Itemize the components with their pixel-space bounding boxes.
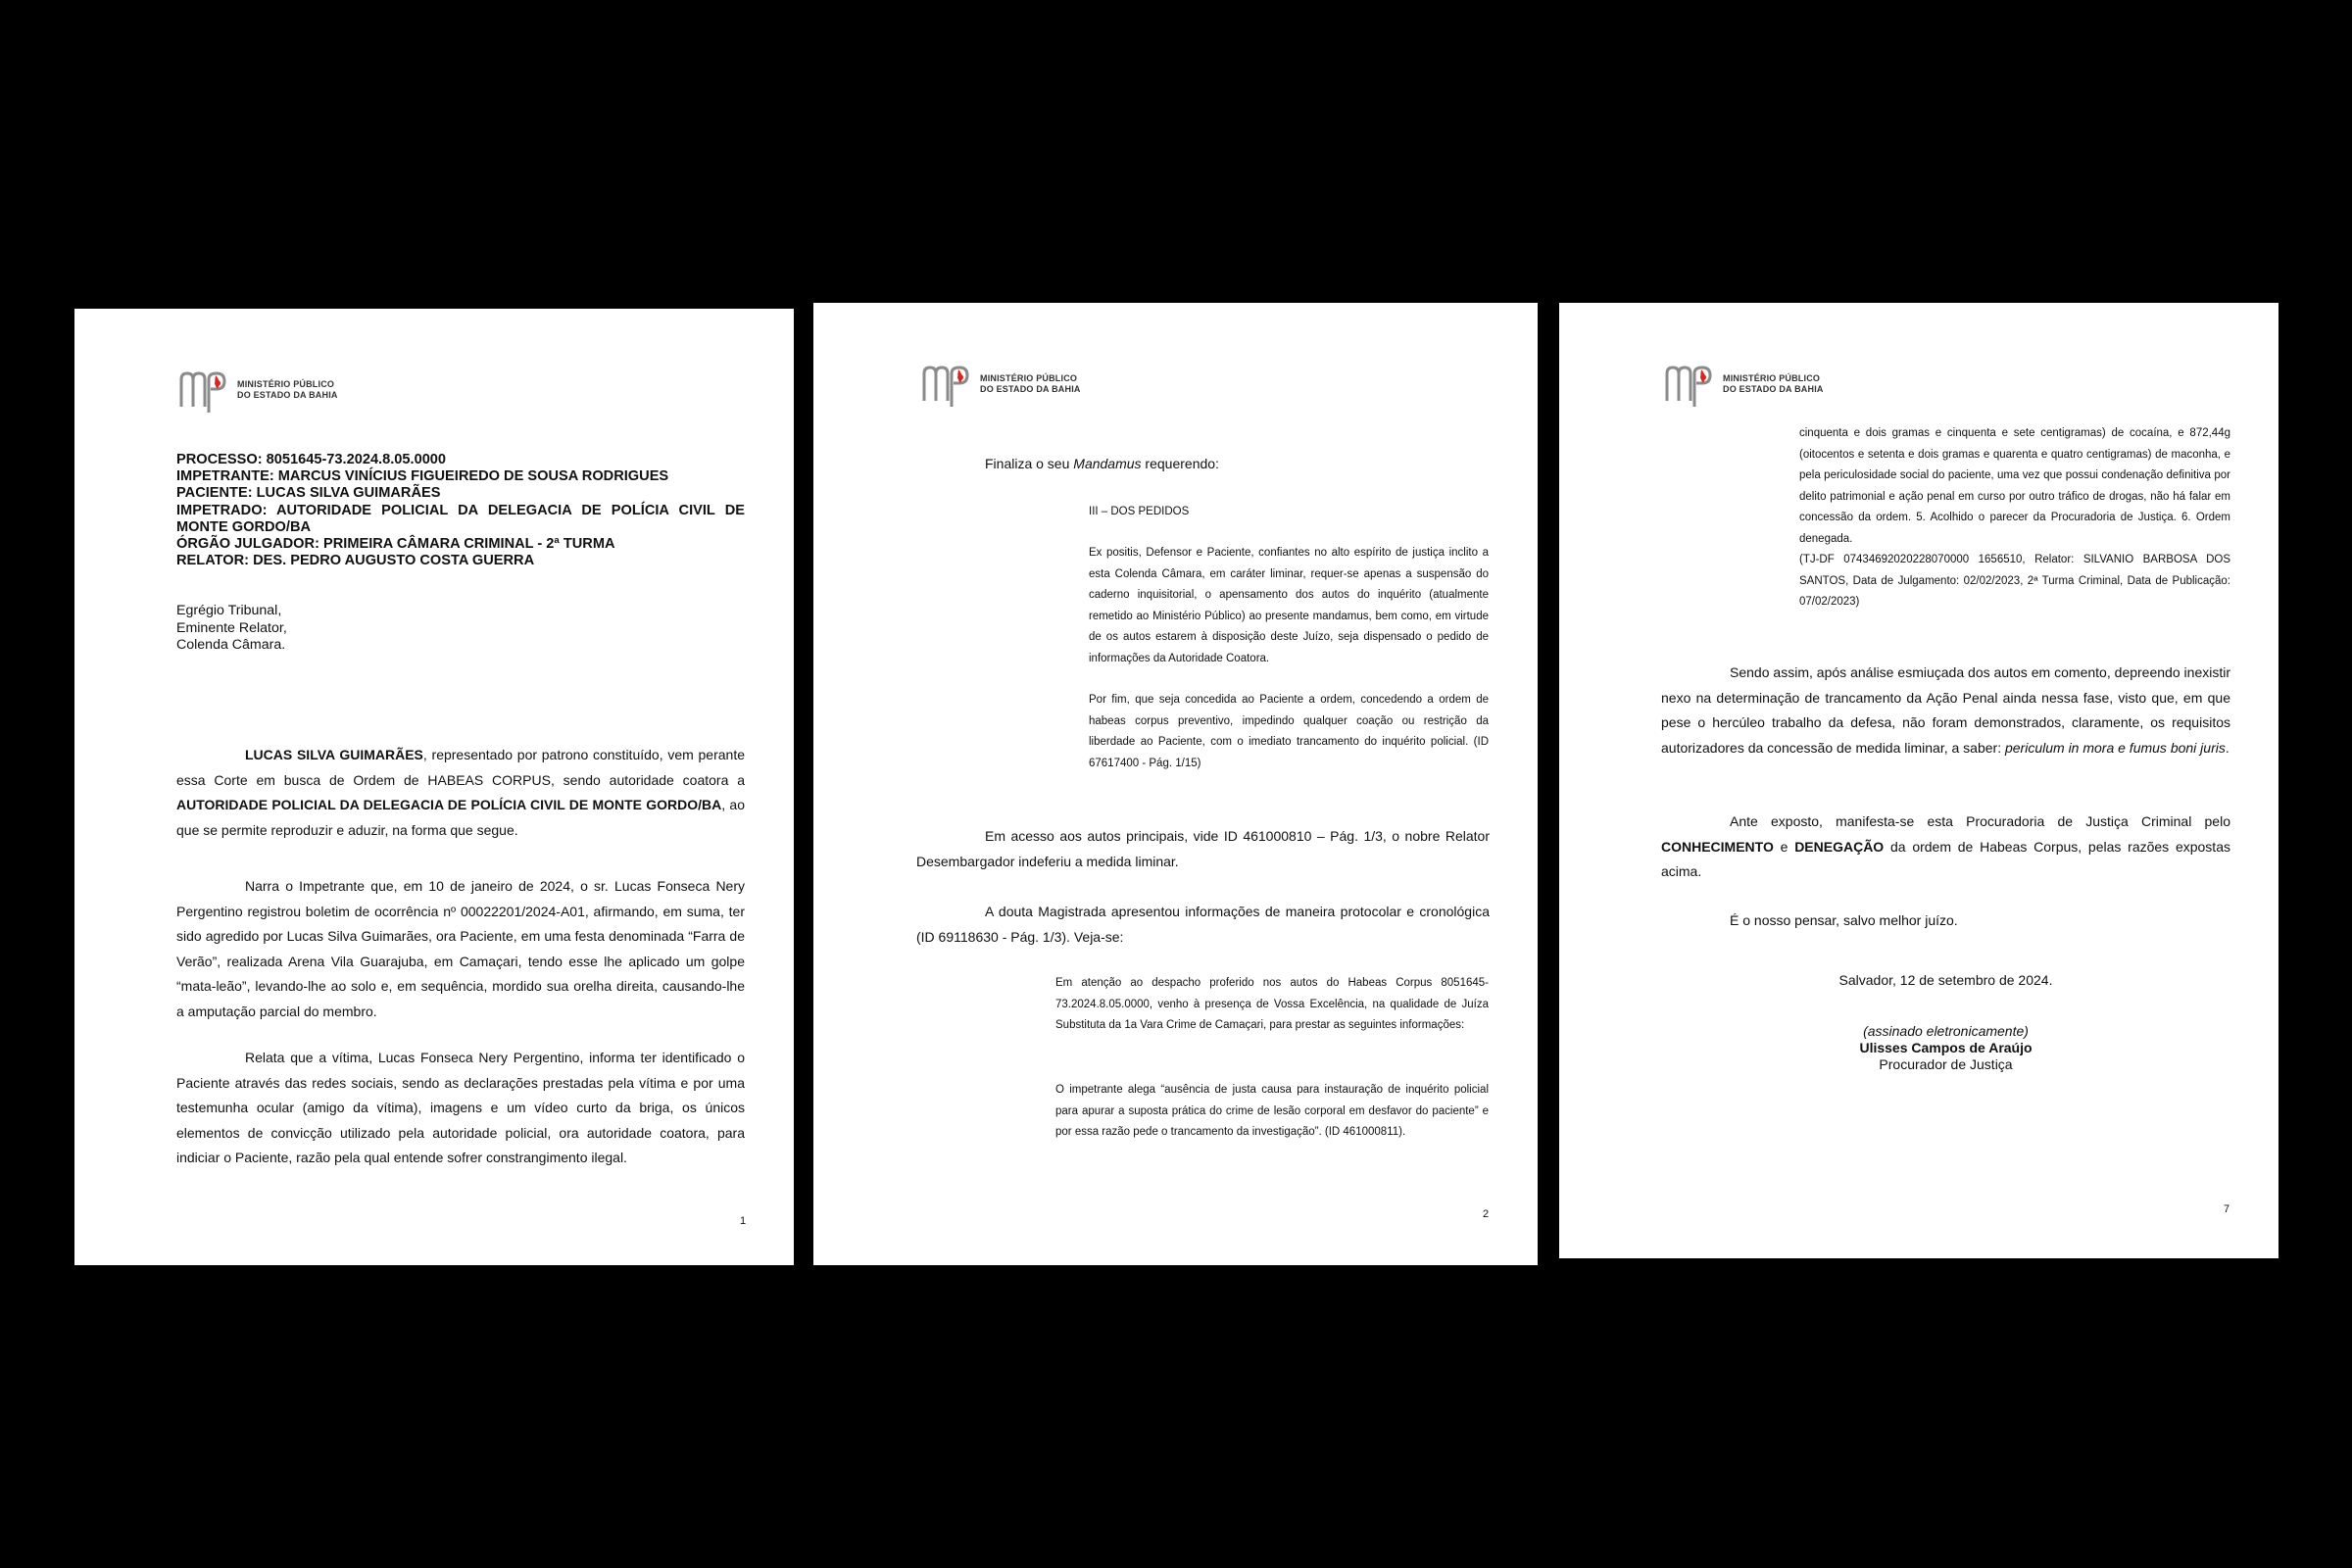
header-respondent: IMPETRADO: AUTORIDADE POLICIAL DA DELEGACIA DE POLÍCIA CIVIL DE MONTE GORDO/BA [176, 502, 745, 535]
logo-line-2: DO ESTADO DA BAHIA [237, 390, 338, 400]
salutation-line-2: Eminente Relator, [176, 619, 287, 636]
header-process: PROCESSO: 8051645-73.2024.8.05.0000 [176, 452, 447, 467]
signature-name: Ulisses Campos de Araújo [1859, 1040, 2033, 1055]
mandamus-word: Mandamus [1073, 456, 1142, 471]
quote-requests: Ex positis, Defensor e Paciente, confiantes no alto espírito de justiça inclito a esta Colenda Câmara, em caráter liminar, requer-se apenas a suspensão do caderno inquisitorial, o apensamento dos autos do inquérito (atualmente remetido ao Ministério Público) ao presente mandamus, bem como, em virtude de os autos estarem à disposição deste Juízo, seja dispensado o pedido de informações da Autoridade Coatora. [1089, 547, 1489, 664]
intro-text-b: , ao que se permite reproduzir e aduzir, na forma que segue. [176, 797, 745, 838]
logo-line-1: MINISTÉRIO PÚBLICO [1723, 373, 1821, 383]
quote-final-request: Por fim, que seja concedida ao Paciente a ordem, concedendo a ordem de habeas corpus preventivo, impedindo qualquer coação ou restrição da liberdade ao Paciente, com o imediato trancamento do inquérito policial. (ID 67617400 - Pág. 1/15) [1089, 694, 1489, 769]
paragraph-mandamus [985, 452, 1455, 477]
analysis-latin: periculum in mora e fumus boni juris [2004, 739, 2226, 756]
logo-line-1: MINISTÉRIO PÚBLICO [980, 373, 1078, 383]
page-number: 7 [2224, 1203, 2230, 1215]
analysis-text-a: Sendo assim, após análise esmiuçada dos autos em comento, depreendo inexistir nexo na determinação de trancamento da Ação Penal ainda nessa fase, visto que, em que pese o hercúleo trabalho da defesa, não foram demonstrados, claramente, os requisitos autorizadores da concessão de medida liminar, a saber: [1661, 664, 2230, 756]
quote-ruling: cinquenta e dois gramas e cinquenta e sete centigramas) de cocaína, e 872,44g (oitocentos e setenta e dois gramas e quarenta e quatro centigramas) de maconha, e pela periculosidade social do paciente, uma vez que possui condenação definitiva por delito patrimonial e ação penal em curso por outro tráfico de drogas, não há falar em concessão da ordem. 5. Acolhido o parecer da Procuradoria de Justiça. 6. Ordem denegada. [1799, 427, 2230, 545]
logo-line-1: MINISTÉRIO PÚBLICO [237, 379, 335, 389]
salutation [176, 603, 568, 655]
header-rapporteur: RELATOR: DES. PEDRO AUGUSTO COSTA GUERRA [176, 553, 535, 569]
analysis-text-b: . [2225, 739, 2230, 756]
paragraph-report: Relata que a vítima, Lucas Fonseca Nery Pergentino, informa ter identificado o Paciente através das redes sociais, sendo as declarações prestadas pela vítima e por uma testemunha ocular (amigo da vítima), imagens e um vídeo curto da briga, os únicos elementos de convicção utilizado pela autoridade policial, ora autoridade coatora, para indiciar o Paciente, razão pela qual entende sofrer constrangimento ilegal. [176, 1050, 745, 1166]
signature-date: Salvador, 12 de setembro de 2024. [1838, 972, 2053, 988]
section-title: III – DOS PEDIDOS [1089, 506, 1190, 517]
paragraph-narrative: Narra o Impetrante que, em 10 de janeiro de 2024, o sr. Lucas Fonseca Nery Pergentino registrou boletim de ocorrência nº 00022201/2024-A01, afirmando, em suma, ter sido agredido por Lucas Silva Guimarães, ora Paciente, em uma festa denominada “Farra de Verão”, realizada Arena Vila Guarajuba, em Camaçari, tendo esse lhe aplicado um golpe “mata-leão”, levando-lhe ao solo e, em sequência, mordido sua orelha direita, causando-lhe a amputação parcial do membro. [176, 878, 745, 1019]
salutation-line-3: Colenda Câmara. [176, 637, 286, 653]
mandamus-text-a: Finaliza o seu [985, 456, 1074, 471]
signature-title: Procurador de Justiça [1879, 1056, 2013, 1072]
signature-block [1661, 1023, 2230, 1073]
intro-text-a: , representado por patrono constituído, vem perante essa Corte em busca de Ordem de HABEAS CORPUS, sendo autoridade coatora a [176, 747, 745, 788]
paragraph-magistrate: A douta Magistrada apresentou informações de maneira protocolar e cronológica (ID 69118630 - Pág. 1/3). Veja-se: [916, 904, 1490, 945]
paragraph-analysis [1661, 661, 2230, 760]
quote-citation: (TJ-DF 07434692020228070000 1656510, Relator: SILVANIO BARBOSA DOS SANTOS, Data de Julgamento: 02/02/2023, 2ª Turma Criminal, Data de Publicação: 07/02/2023) [1799, 554, 2230, 608]
conclusion-text-b: da ordem de Habeas Corpus, pelas razões expostas acima. [1661, 838, 2230, 880]
conclusion-denial: DENEGAÇÃO [1794, 838, 1885, 855]
paragraph-conclusion [1661, 809, 2230, 885]
page-number: 2 [1483, 1208, 1490, 1220]
page-number: 1 [740, 1215, 747, 1227]
conclusion-text-a: Ante exposto, manifesta-se esta Procuradoria de Justiça Criminal pelo [1730, 813, 2230, 829]
mandamus-text-b: requerendo: [1141, 456, 1219, 471]
mp-logo-icon [178, 368, 233, 413]
paragraph-opinion: É o nosso pensar, salvo melhor juízo. [1730, 912, 1958, 928]
header-patient: PACIENTE: LUCAS SILVA GUIMARÃES [176, 485, 441, 502]
mp-logo-icon [1664, 362, 1719, 407]
paragraph-liminar: Em acesso aos autos principais, vide ID 461000810 – Pág. 1/3, o nobre Relator Desembargador indeferiu a medida liminar. [916, 828, 1490, 869]
mp-ba-logo [1664, 362, 1824, 407]
header-court: ÓRGÃO JULGADOR: PRIMEIRA CÂMARA CRIMINAL - 2ª TURMA [176, 536, 615, 553]
document-page-1 [74, 309, 794, 1265]
conclusion-and: e [1773, 838, 1795, 855]
patient-name: LUCAS SILVA GUIMARÃES [245, 747, 423, 762]
logo-line-2: DO ESTADO DA BAHIA [980, 384, 1081, 394]
quote-allegation: O impetrante alega “ausência de justa causa para instauração de inquérito policial para apurar a suposta prática do crime de lesão corporal em desfavor do paciente” e por essa razão pede o trancamento da investigação”. (ID 461000811). [1055, 1084, 1489, 1138]
quote-dispatch: Em atenção ao despacho proferido nos autos do Habeas Corpus 8051645-73.2024.8.05.0000, venho à presença de Vossa Excelência, na qualidade de Juíza Substituta da 1a Vara Crime de Camaçari, para prestar as seguintes informações: [1055, 977, 1489, 1031]
salutation-line-1: Egrégio Tribunal, [176, 603, 282, 618]
paragraph-intro [176, 743, 745, 843]
mp-ba-logo [921, 362, 1081, 407]
header-petitioner: IMPETRANTE: MARCUS VINÍCIUS FIGUEIREDO DE SOUSA RODRIGUES [176, 468, 669, 485]
coercive-authority: AUTORIDADE POLICIAL DA DELEGACIA DE POLÍCIA CIVIL DE MONTE GORDO/BA [176, 797, 722, 813]
mp-logo-icon [921, 362, 976, 407]
mp-ba-logo [178, 368, 338, 413]
case-header [176, 452, 745, 569]
logo-line-2: DO ESTADO DA BAHIA [1723, 384, 1824, 394]
document-page-2 [813, 303, 1538, 1265]
document-page-7 [1559, 303, 2278, 1258]
signature-note: (assinado eletronicamente) [1863, 1023, 2029, 1039]
conclusion-knowledge: CONHECIMENTO [1661, 838, 1774, 855]
